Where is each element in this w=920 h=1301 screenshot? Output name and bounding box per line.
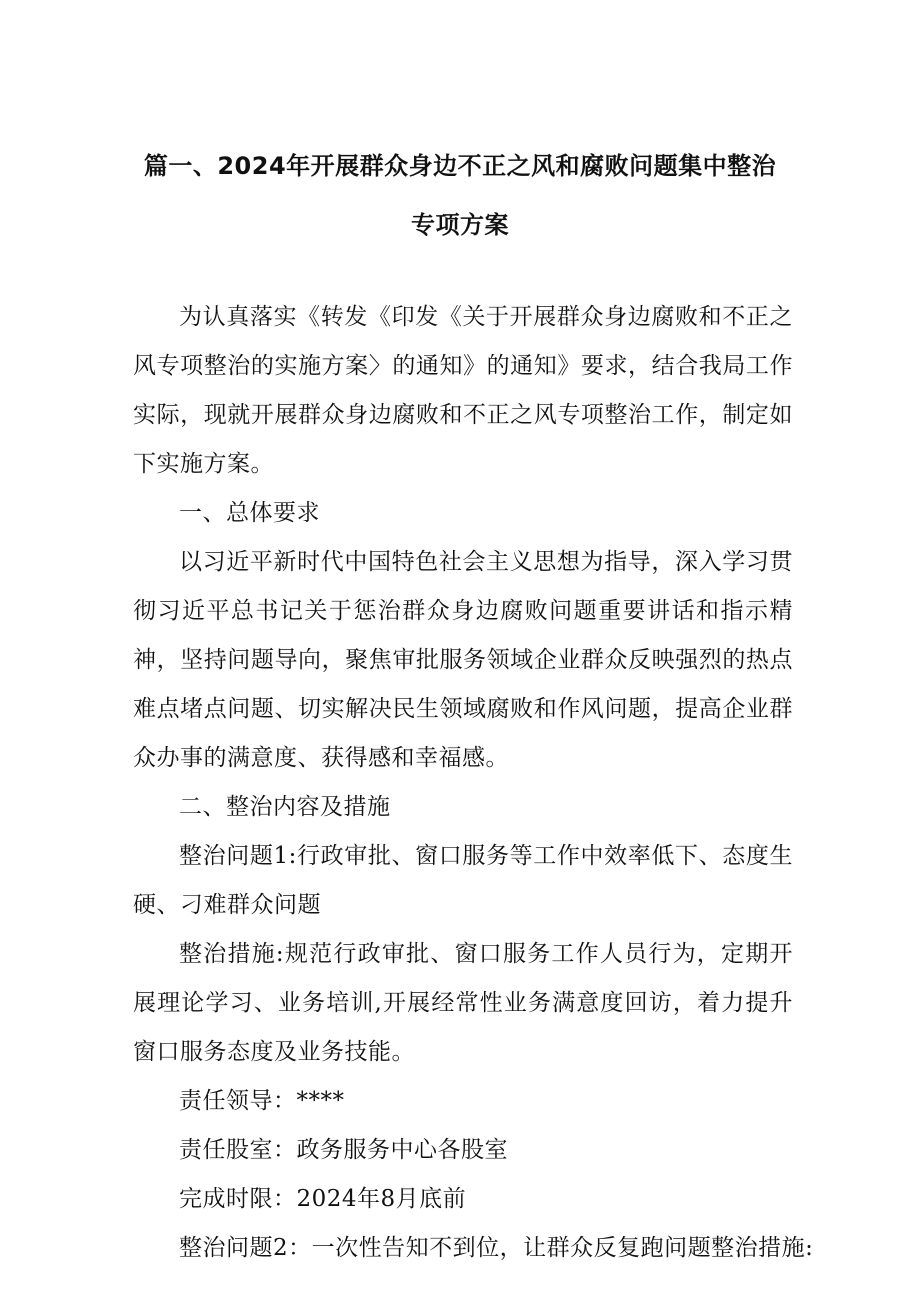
- responsible-leader-line: 责任领导：****: [179, 1088, 345, 1114]
- document-title-line1: 篇一、2024年开展群众身边不正之风和腐败问题集中整治: [143, 152, 777, 180]
- section-heading-general-requirements: 一、总体要求: [179, 500, 320, 526]
- responsible-office-line: 责任股室：政务服务中心各股室: [179, 1137, 508, 1163]
- intro-paragraph: 为认真落实《转发《印发《关于开展群众身边腐败和不正之风专项整治的实施方案〉的通知》的通知》要求，结合我局工作实际，现就开展群众身边腐败和不正之风专项整治工作，制定如下实施方案。: [133, 304, 793, 477]
- issue-1-paragraph: 整治问题1:行政审批、窗口服务等工作中效率低下、态度生硬、刁难群众问题: [133, 843, 793, 918]
- deadline-line: 完成时限：2024年8月底前: [179, 1186, 467, 1212]
- document-body: [133, 293, 814, 1273]
- section-heading-rectification-measures: 二、整治内容及措施: [179, 794, 391, 820]
- document-title-line2: 专项方案: [411, 211, 509, 239]
- general-requirements-paragraph: 以习近平新时代中国特色社会主义思想为指导，深入学习贯彻习近平总书记关于惩治群众身边腐败问题重要讲话和指示精神，坚持问题导向，聚焦审批服务领域企业群众反映强烈的热点难点堵点问题、切实解决民生领域腐败和作风问题，提高企业群众办事的满意度、获得感和幸福感。: [133, 549, 793, 771]
- measure-1-paragraph: 整治措施:规范行政审批、窗口服务工作人员行为，定期开展理论学习、业务培训,开展经常性业务满意度回访，着力提升窗口服务态度及业务技能。: [133, 941, 793, 1065]
- issue-2-line: 整治问题2：一次性告知不到位，让群众反复跑问题整治措施:: [179, 1235, 814, 1261]
